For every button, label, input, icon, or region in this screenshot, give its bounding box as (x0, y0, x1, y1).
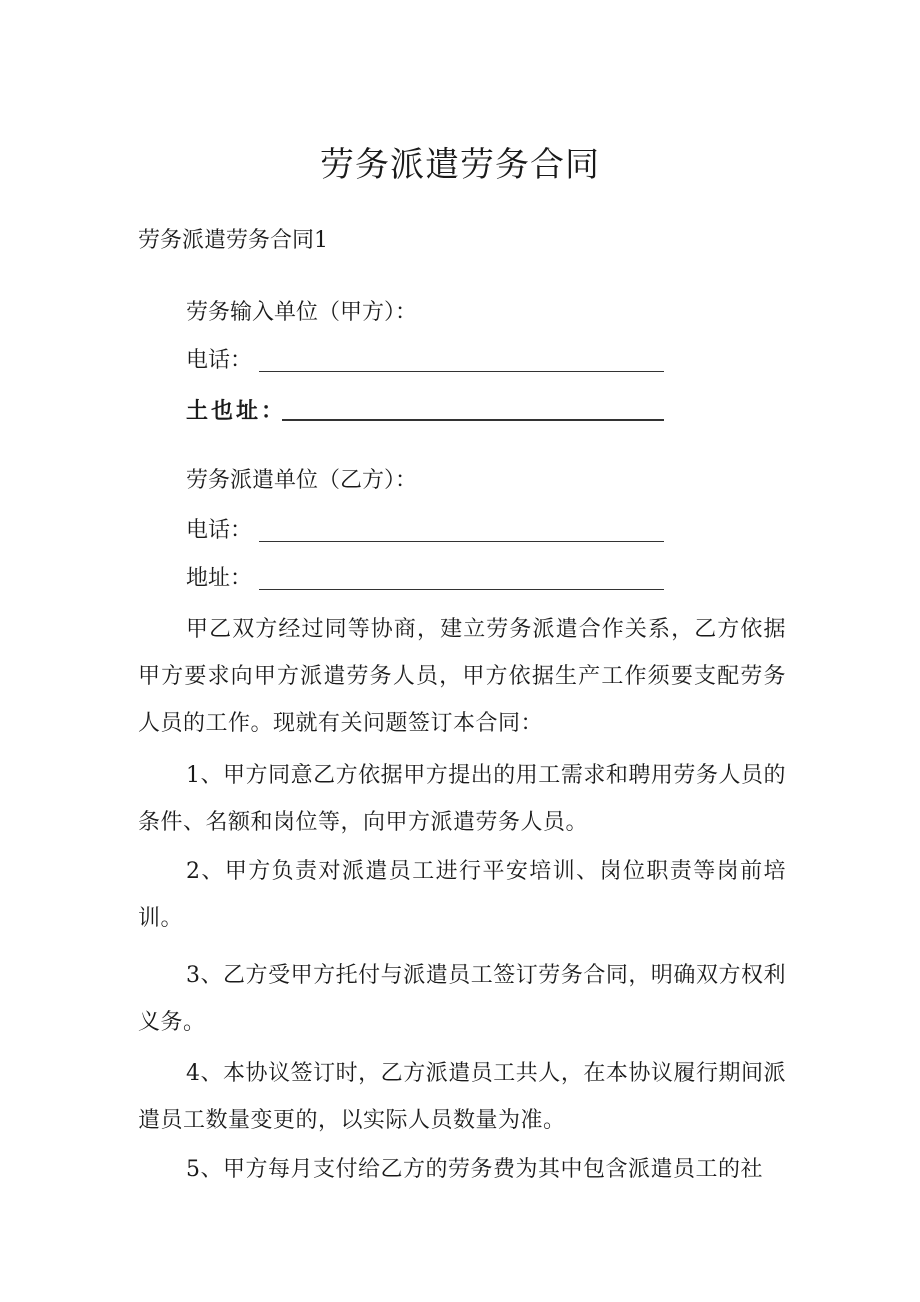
party-b-heading: 劳务派遣单位（乙方）： (186, 468, 418, 493)
party-b-phone-label: 电话： (186, 518, 253, 543)
party-a-address-field[interactable] (282, 419, 664, 421)
clause-5: 5、甲方每月支付给乙方的劳务费为其中包含派遣员工的社 (186, 1157, 763, 1182)
party-a-address-label: 土也址： (186, 398, 287, 424)
clause-2: 2、甲方负责对派遣员工进行平安培训、岗位职责等岗前培训。 (138, 859, 786, 931)
party-b-phone-field[interactable] (259, 541, 664, 542)
party-a-phone-label: 电话： (186, 348, 253, 373)
intro-paragraph: 甲乙双方经过同等协商，建立劳务派遣合作关系，乙方依据甲方要求向甲方派遣劳务人员，甲方依据生产工作须要支配劳务人员的工作。现就有关问题签订本合同： (138, 617, 786, 736)
party-a-heading: 劳务输入单位（甲方）： (186, 300, 418, 325)
clause-3: 3、乙方受甲方托付与派遣员工签订劳务合同，明确双方权利义务。 (138, 963, 786, 1035)
contract-subtitle: 劳务派遣劳务合同1 (138, 228, 328, 253)
page-title: 劳务派遣劳务合同 (320, 145, 600, 185)
clause-1: 1、甲方同意乙方依据甲方提出的用工需求和聘用劳务人员的条件、名额和岗位等，向甲方派遣劳务人员。 (138, 763, 786, 835)
clause-4: 4、本协议签订时，乙方派遣员工共人，在本协议履行期间派遣员工数量变更的，以实际人员数量为准。 (138, 1061, 786, 1133)
party-b-address-field[interactable] (259, 589, 664, 590)
party-a-phone-field[interactable] (259, 371, 664, 372)
party-b-address-label: 地址： (186, 566, 253, 591)
